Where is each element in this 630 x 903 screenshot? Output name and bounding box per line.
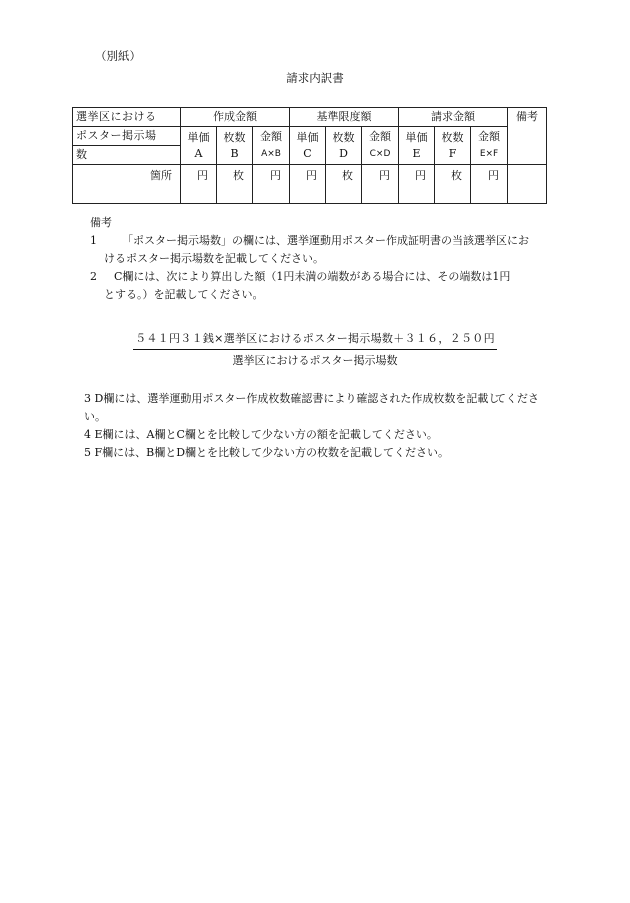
note-item [84, 390, 550, 426]
sub-header-cell: 単価 E [399, 127, 435, 165]
formula-numerator: ５４１円３１銭×選挙区におけるポスター掲示場数＋３１６，２５０円 [133, 330, 497, 350]
note-item [84, 426, 550, 444]
header-district-cell: 選挙区における [73, 108, 181, 127]
header-remarks: 備考 [508, 108, 547, 165]
note-line: E欄には、A欄とC欄とを比較して少ない方の額を記載してください。 [94, 428, 438, 441]
sub-header-cell: 金額 C×D [362, 127, 399, 165]
unit-cell: 枚 [435, 165, 471, 204]
note-number: 3 [84, 392, 91, 405]
notes-section [84, 214, 550, 304]
note-line: F欄には、B欄とD欄とを比較して少ない方の枚数を記載してください。 [94, 446, 450, 459]
header-poster-sites-cell: ポスター掲示場 [73, 127, 181, 146]
header-standard-limit: 基準限度額 [290, 108, 399, 127]
unit-cell: 円 [181, 165, 217, 204]
breakdown-table [72, 107, 547, 204]
note-number: 2 [90, 270, 97, 283]
formula [0, 330, 630, 370]
note-number: 4 [84, 428, 91, 441]
table-row [73, 127, 547, 146]
notes-section-continued [84, 390, 550, 462]
note-line: けるポスター掲示場数を記載してください。 [104, 252, 324, 265]
unit-cell: 円 [253, 165, 290, 204]
note-number: 1 [90, 234, 97, 247]
sub-header-cell: 金額 A×B [253, 127, 290, 165]
document-title: 請求内訳書 [286, 71, 344, 85]
note-line: C欄には、次により算出した額（1円未満の端数がある場合には、その端数は1円 [114, 270, 511, 283]
annex-label: （別紙） [95, 49, 141, 63]
sub-header-cell: 単価 A [181, 127, 217, 165]
unit-cell: 枚 [326, 165, 362, 204]
header-claim-amount: 請求金額 [399, 108, 508, 127]
note-item [84, 232, 550, 268]
unit-cell-sites: 箇所 [73, 165, 181, 204]
sub-header-cell: 単価 C [290, 127, 326, 165]
sub-header-cell: 金額 E×F [471, 127, 508, 165]
sub-header-cell: 枚数 D [326, 127, 362, 165]
note-line: D欄には、選挙運動用ポスター作成枚数確認書により確認された作成枚数を記載し [94, 392, 500, 405]
unit-cell: 枚 [217, 165, 253, 204]
sub-header-cell: 枚数 F [435, 127, 471, 165]
unit-cell: 円 [290, 165, 326, 204]
header-production-amount: 作成金額 [181, 108, 290, 127]
note-number: 5 [84, 446, 91, 459]
table-row [73, 108, 547, 127]
note-line: 「ポスター掲示場数」の欄には、選挙運動用ポスター作成証明書の当該選挙区にお [122, 234, 529, 247]
formula-denominator: 選挙区におけるポスター掲示場数 [232, 354, 398, 367]
header-count-cell: 数 [73, 146, 181, 165]
table-row [73, 165, 547, 204]
unit-cell: 円 [362, 165, 399, 204]
unit-cell: 円 [471, 165, 508, 204]
sub-header-cell: 枚数 B [217, 127, 253, 165]
unit-cell: 円 [399, 165, 435, 204]
note-item [84, 444, 550, 462]
notes-heading: 備考 [90, 216, 112, 229]
note-item [84, 268, 550, 304]
remarks-cell [508, 165, 547, 204]
note-line: てください。 [84, 392, 539, 423]
note-line: とする。）を記載してください。 [104, 288, 264, 301]
